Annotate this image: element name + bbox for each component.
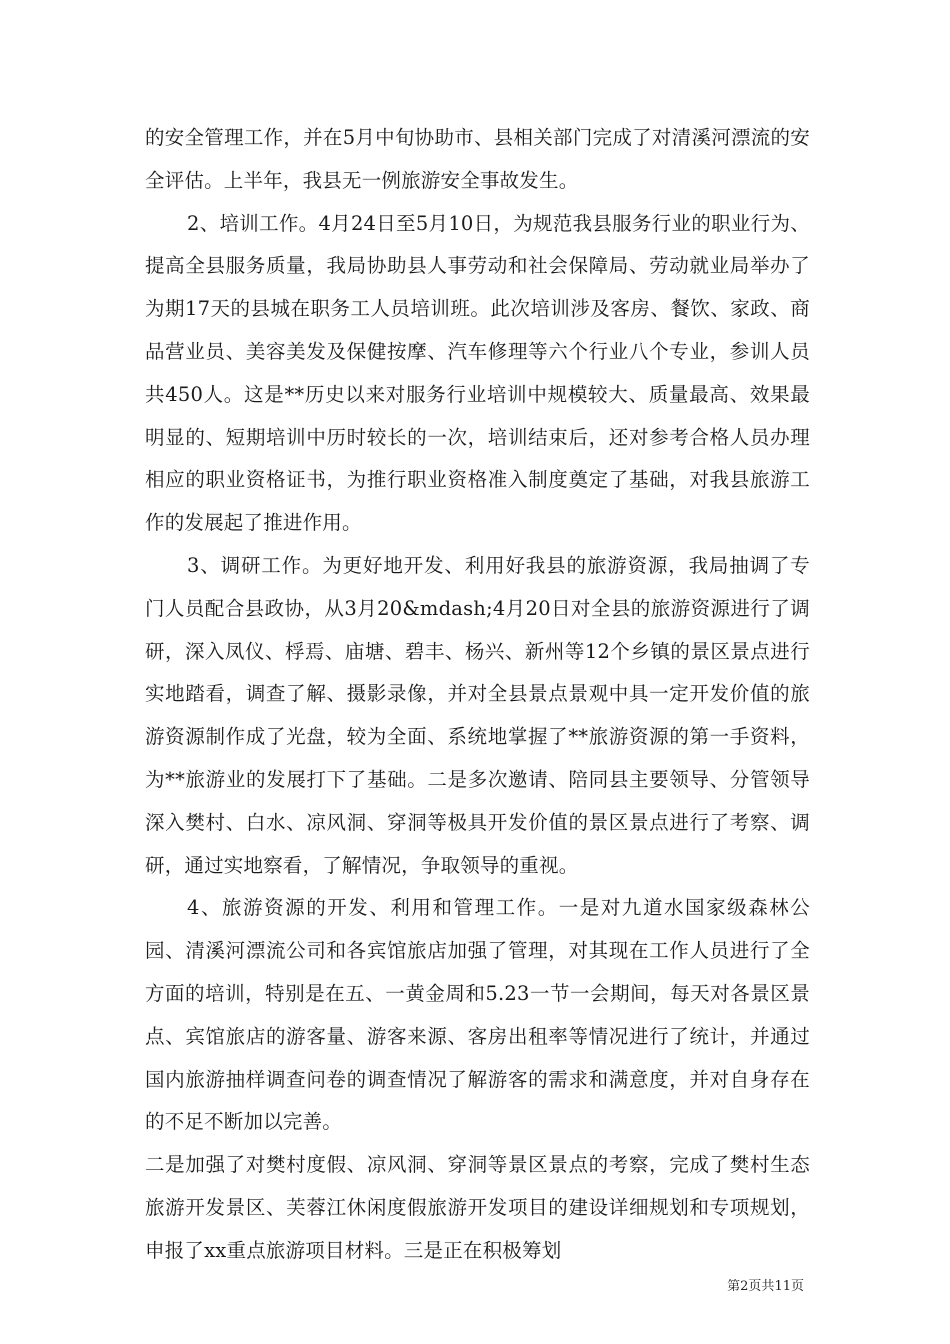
document-body (145, 117, 810, 1273)
paragraph-safety-continued: 的安全管理工作，并在5月中旬协助市、县相关部门完成了对清溪河漂流的安全评估。上半年，我县无一例旅游安全事故发生。 (145, 126, 810, 192)
current-page-number: 2 (740, 1279, 749, 1294)
paragraph-research-work: 3、调研工作。为更好地开发、利用好我县的旅游资源，我局抽调了专门人员配合县政协，从3月20&mdash;4月20日对全县的旅游资源进行了调研，深入凤仪、桴焉、庙塘、碧丰、杨兴、新州等12个乡镇的景区景点进行实地踏看，调查了解、摄影录像，并对全县景点景观中具一定开发价值的旅游资源制作成了光盘，较为全面、系统地掌握了**旅游资源的第一手资料，为**旅游业的发展打下了基础。二是多次邀请、陪同县主要领导、分管领导深入樊村、白水、凉风洞、穿洞等极具开发价值的景区景点进行了考察、调研，通过实地察看，了解情况，争取领导的重视。 (145, 553, 810, 877)
footer-prefix: 第 (727, 1279, 741, 1294)
paragraph-scenic-inspection: 二是加强了对樊村度假、凉风洞、穿洞等景区景点的考察，完成了樊村生态旅游开发景区、芙蓉江休闲度假旅游开发项目的建设详细规划和专项规划，申报了xx重点旅游项目材料。三是正在积极筹划 (145, 1153, 810, 1262)
total-page-count: 11 (774, 1279, 791, 1294)
footer-middle: 页共 (748, 1279, 775, 1294)
paragraph-training-work: 2、培训工作。4月24日至5月10日，为规范我县服务行业的职业行为、提高全县服务质量，我局协助县人事劳动和社会保障局、劳动就业局举办了为期17天的县城在职务工人员培训班。此次培训涉及客房、餐饮、家政、商品营业员、美容美发及保健按摩、汽车修理等六个行业八个专业，参训人员共450人。这是**历史以来对服务行业培训中规模较大、质量最高、效果最明显的、短期培训中历时较长的一次，培训结束后，还对参考合格人员办理相应的职业资格证书，为推行职业资格准入制度奠定了基础，对我县旅游工作的发展起了推进作用。 (145, 211, 810, 535)
footer-suffix: 页 (790, 1279, 804, 1294)
page-number-footer (727, 1279, 804, 1295)
paragraph-resource-development: 4、旅游资源的开发、利用和管理工作。一是对九道水国家级森林公园、清溪河漂流公司和各宾馆旅店加强了管理，对其现在工作人员进行了全方面的培训，特别是在五、一黄金周和5.23一节一会期间，每天对各景区景点、宾馆旅店的游客量、游客来源、客房出租率等情况进行了统计，并通过国内旅游抽样调查问卷的调查情况了解游客的需求和满意度，并对自身存在的不足不断加以完善。 (145, 896, 810, 1134)
